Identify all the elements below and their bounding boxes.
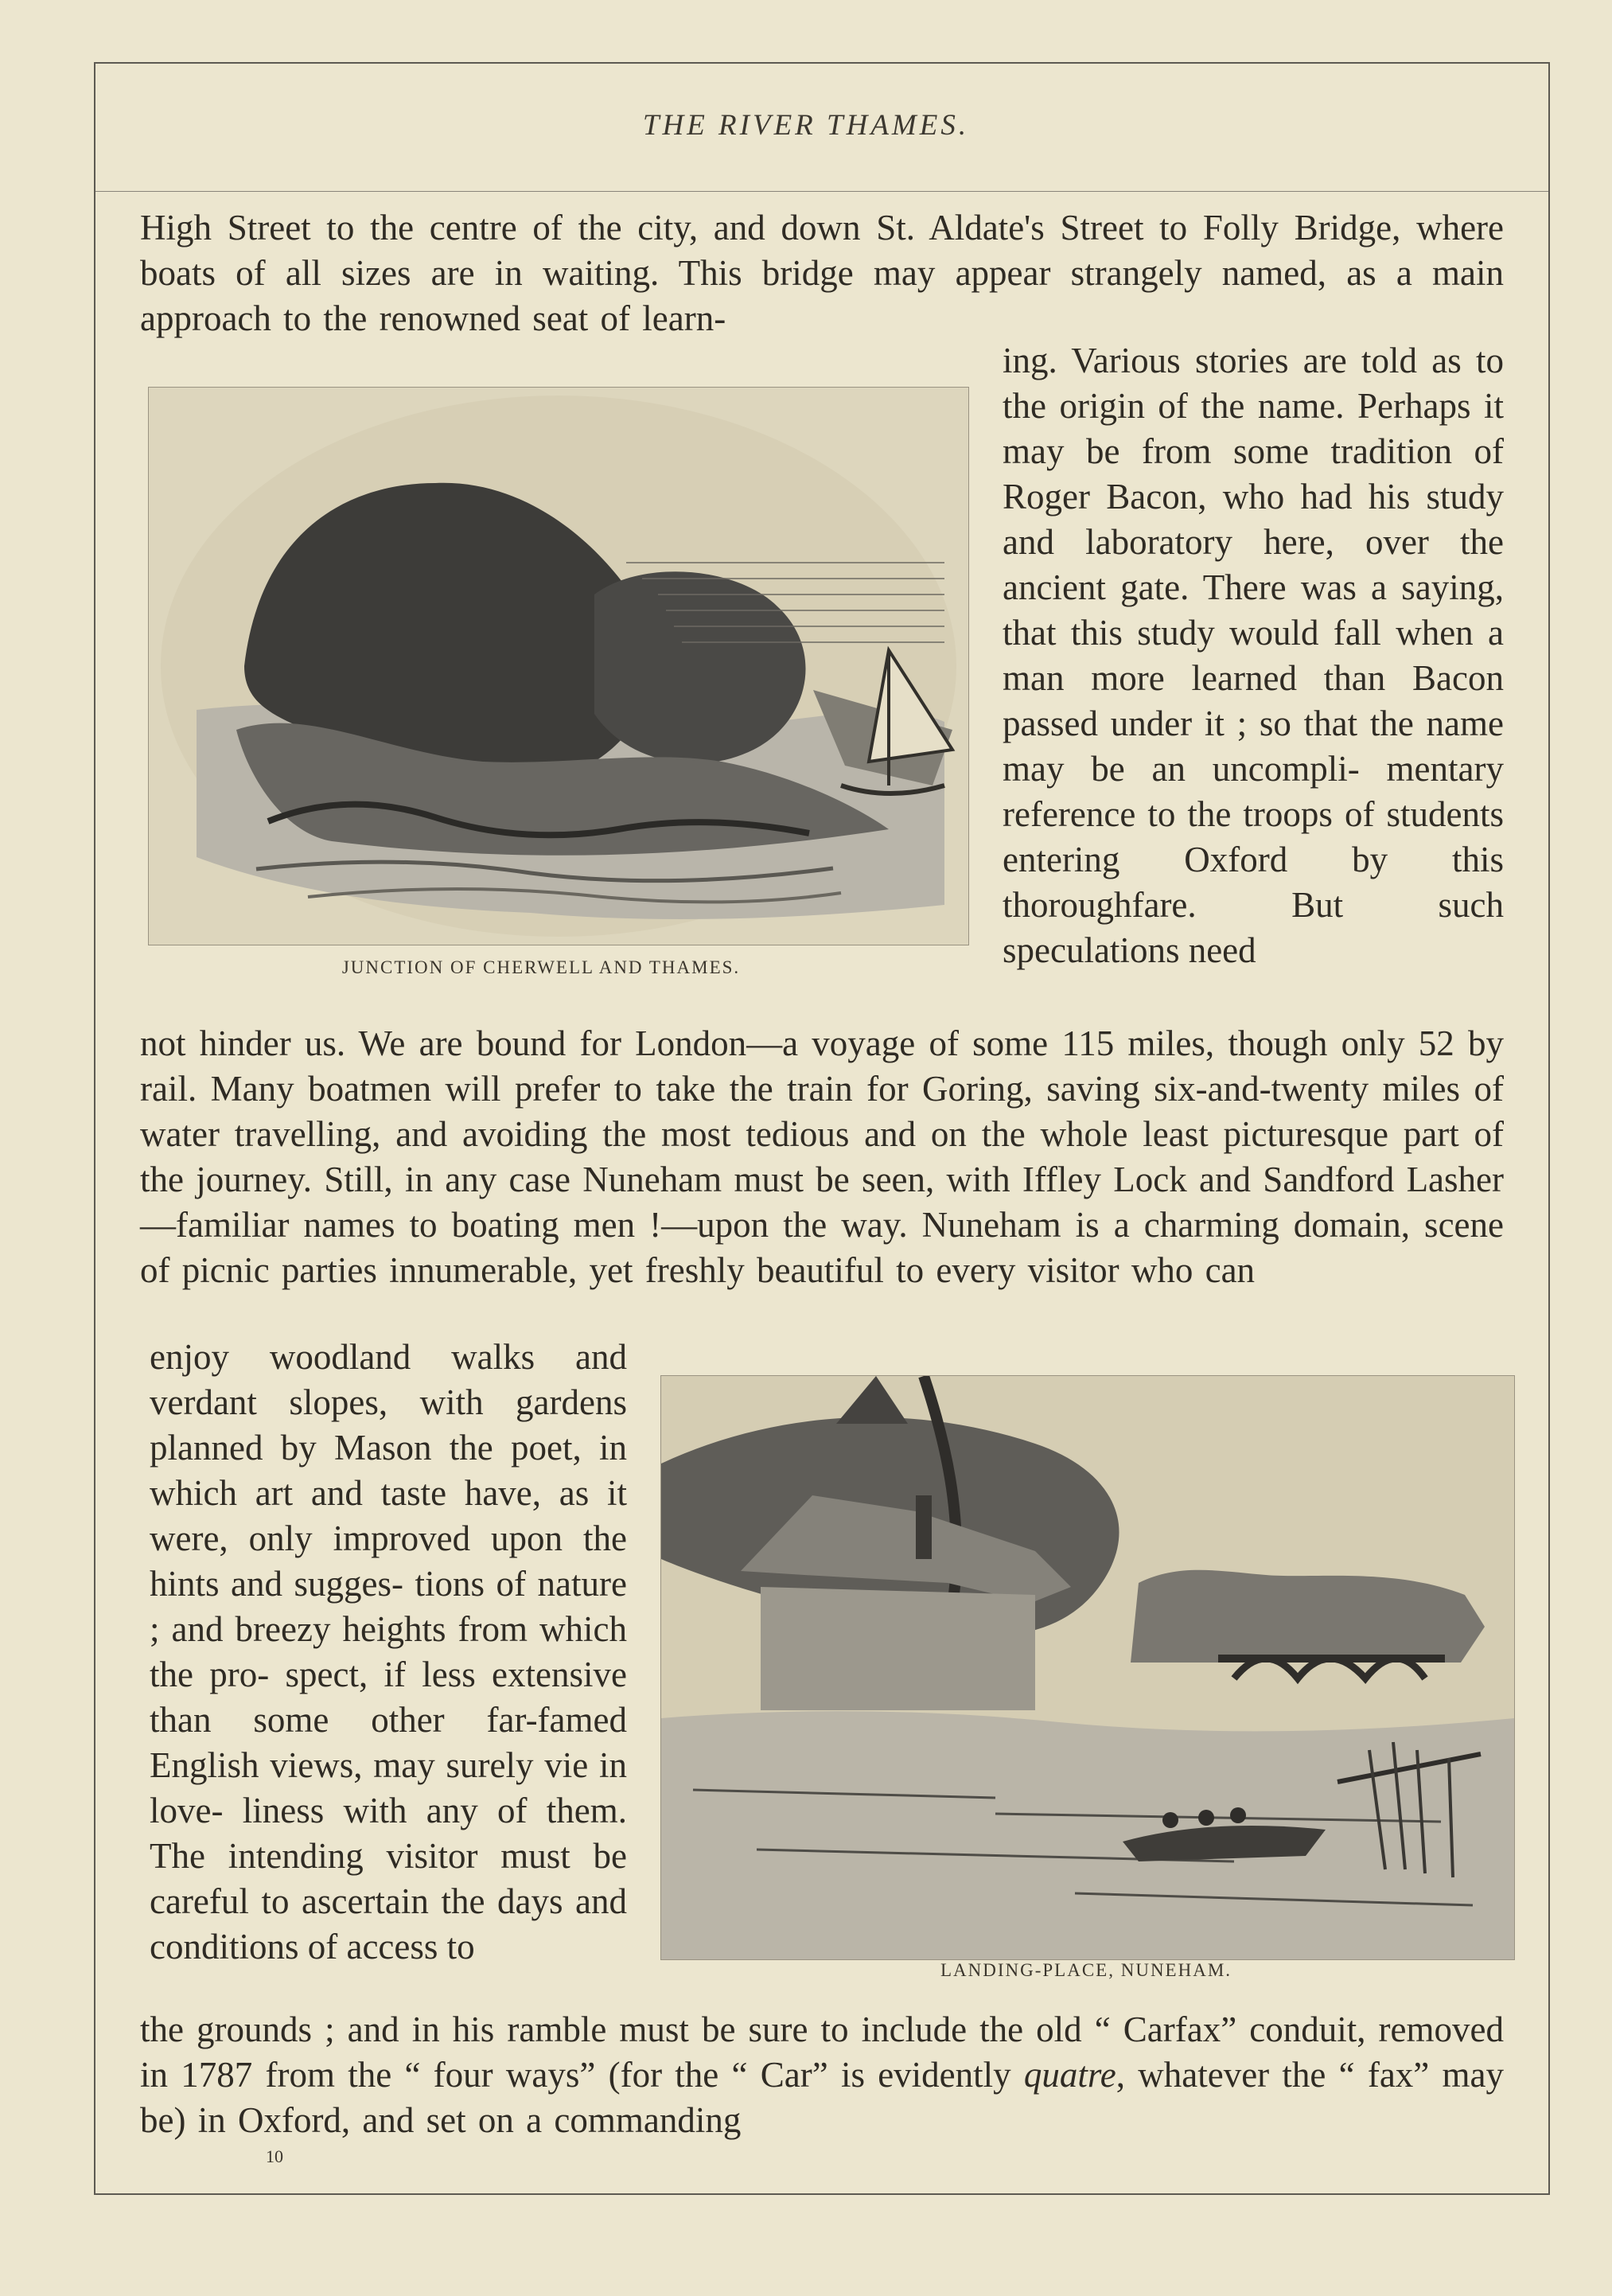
engraving-cottage-bridge	[661, 1376, 1514, 1959]
closing-text-part: , whatever the “ fax” may be) in Oxford, and set on a commanding	[140, 2055, 1505, 2140]
illustration-landing-place-nuneham	[660, 1375, 1515, 1960]
caption-landing-place-nuneham: LANDING-PLACE, NUNEHAM.	[940, 1960, 1232, 1980]
middle-paragraph: not hinder us. We are bound for London—a voyage of some 115 miles, though only 52 by rail. Many boatmen will prefer to take the train for Goring, saving six-and-twenty miles of water travelling, and avoiding the most tedious and on the whole least picturesque part of the journey. Still, in any case Nuneham must be seen, with Iffley Lock and Sandford Lasher—familiar names to boating men !—upon the way. Nuneham is a charming domain, scene of picnic parties innumerable, yet freshly beautiful to every visitor who can	[140, 1023, 1504, 1290]
engraving-river-trees	[149, 388, 968, 945]
closing-text-part: the grounds ; and in his ramble must be sure to include the old “ Carfax” conduit, removed in 1787 from the “ four ways” (for the “ Car” is evidently	[140, 2009, 1504, 2095]
italic-quatre: quatre	[1023, 2055, 1116, 2095]
caption-junction-cherwell-thames: JUNCTION OF CHERWELL AND THAMES.	[341, 957, 741, 977]
page-number: 10	[266, 2146, 283, 2166]
opening-paragraph: High Street to the centre of the city, and down St. Aldate's Street to Folly Bridge, where boats of all sizes are in waiting. This bridge may appear strangely named, as a main approach to the renowned seat of learn-	[140, 208, 1504, 338]
left-column-text: enjoy woodland walks and verdant slopes, with gardens planned by Mason the poet, in which art and taste have, as it were, only improved upon the hints and sugges- tions of nature ; and breezy heights from which the pro- spect, if less extensive than some other far-famed English views, may surely vie in love- liness with any of them. The intending visitor must be careful to ascertain the days and conditions of access to	[150, 1337, 627, 1967]
illustration-junction-cherwell-thames	[148, 387, 969, 945]
closing-paragraph	[140, 2007, 1504, 2143]
running-head: THE RIVER THAMES.	[642, 109, 970, 142]
right-column-text: ing. Various stories are told as to the origin of the name. Perhaps it may be from some tradition of Roger Bacon, who had his study and laboratory here, over the ancient gate. There was a saying, that this study would fall when a man more learned than Bacon passed under it ; so that the name may be an uncompli- mentary reference to the troops of students entering Oxford by this thoroughfare. But such speculations need	[1003, 341, 1504, 970]
